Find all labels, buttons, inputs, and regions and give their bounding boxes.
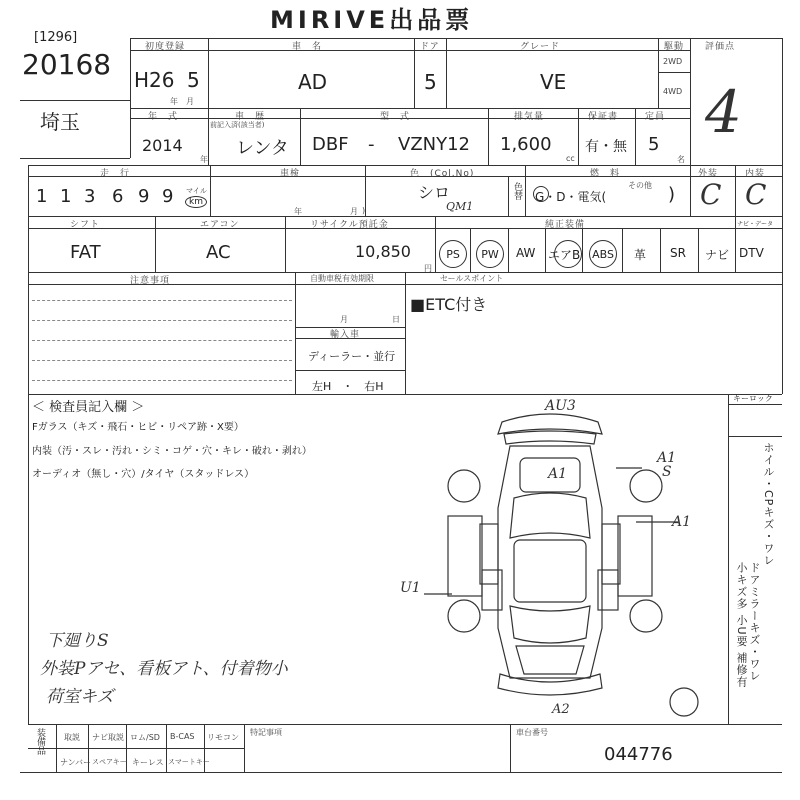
doors-label: ドア bbox=[420, 42, 440, 52]
tax-expiry-day: 日 bbox=[392, 315, 400, 324]
drive-label: 駆動 bbox=[664, 42, 685, 52]
car-name-label: 車 名 bbox=[292, 42, 323, 52]
grade-label: グレード bbox=[520, 42, 561, 52]
chassis-number: 044776 bbox=[604, 744, 673, 765]
aircon-value: AC bbox=[206, 242, 231, 263]
first-registration-label: 初度登録 bbox=[145, 42, 186, 52]
color-code: QM1 bbox=[446, 200, 474, 213]
sales-point: ■ETC付き bbox=[410, 295, 488, 314]
inspection-paren: ) bbox=[362, 206, 366, 215]
color-value: シロ bbox=[418, 183, 451, 202]
color-change-label: 色替 bbox=[512, 182, 522, 200]
mileage-label: 走 行 bbox=[100, 169, 131, 179]
shift-label: シフト bbox=[70, 220, 101, 230]
handwritten-note: 下廻りS bbox=[46, 631, 109, 651]
recycle-value: 10,850 bbox=[355, 242, 411, 261]
inspection-label: 車検 bbox=[280, 169, 301, 179]
warranty-label: 保証書 bbox=[588, 112, 619, 122]
mileage-digit: 6 bbox=[112, 186, 124, 207]
exterior-label: 外装 bbox=[698, 169, 719, 179]
equipment-sunroof: SR bbox=[670, 246, 686, 260]
equipment-items-label: 装備品 bbox=[35, 728, 45, 755]
sales-point-label: セールスポイント bbox=[440, 274, 504, 283]
history-value: レンタ bbox=[236, 138, 289, 159]
item-keyless: キーレス bbox=[132, 758, 164, 767]
damage-mark-roof: A1 bbox=[548, 466, 568, 482]
equipment-ps: PS bbox=[439, 240, 467, 268]
displacement-value: 1,600 bbox=[500, 134, 552, 155]
model-label: 型 式 bbox=[380, 112, 411, 122]
import-label: 輸入車 bbox=[330, 330, 361, 340]
capacity-unit: 名 bbox=[677, 155, 685, 164]
mileage-unit-km: km bbox=[185, 196, 207, 208]
damage-mark-right-rear-scratch: S bbox=[662, 464, 672, 480]
displacement-label: 排気量 bbox=[514, 112, 545, 122]
car-damage-diagram bbox=[420, 398, 720, 718]
mileage-digit: 3 bbox=[84, 186, 96, 207]
key-lock-label: キーロック bbox=[733, 394, 773, 403]
equipment-leather: 革 bbox=[634, 248, 647, 262]
side-note-mirror: ドアミラーキズ・ワレ bbox=[748, 562, 761, 682]
mileage-digit: 1 bbox=[60, 186, 72, 207]
inspector-line-windshield: Fガラス（キズ・飛石・ヒビ・リペア跡・X要） bbox=[32, 422, 244, 433]
fuel-label: 燃 料 bbox=[590, 169, 621, 179]
fuel-other-label: その他 bbox=[628, 181, 652, 190]
dealer-option: ディーラー・並行 bbox=[308, 350, 396, 363]
mileage-digit: 9 bbox=[138, 186, 150, 207]
item-navi-manual: ナビ取説 bbox=[92, 733, 124, 742]
model-year-suffix: 年 bbox=[200, 155, 208, 164]
caution-label: 注意事項 bbox=[130, 276, 171, 286]
model-code: VZNY12 bbox=[398, 134, 471, 155]
equipment-pw: PW bbox=[476, 240, 504, 268]
chassis-number-label: 車台番号 bbox=[516, 728, 548, 737]
model-dash: - bbox=[368, 134, 375, 155]
damage-mark-front: A2 bbox=[552, 702, 570, 717]
capacity-value: 5 bbox=[648, 134, 660, 155]
mileage-unit-mile: マイル bbox=[186, 187, 207, 195]
equipment-abs: ABS bbox=[589, 240, 617, 268]
remarks-label: 特記事項 bbox=[250, 728, 282, 737]
tax-expiry-label: 自動車税有効期限 bbox=[310, 274, 374, 283]
inspection-month-unit: 月 bbox=[350, 207, 358, 216]
damage-mark-right-side: A1 bbox=[672, 514, 692, 530]
displacement-unit: cc bbox=[566, 154, 575, 163]
grade-value: VE bbox=[540, 70, 567, 94]
inspector-heading: ＜ 検査員記入欄 ＞ bbox=[32, 400, 145, 415]
color-label: 色 (Col.No) bbox=[410, 169, 475, 179]
mileage-digit: 9 bbox=[162, 186, 174, 207]
score-label: 評価点 bbox=[705, 42, 736, 52]
history-note: 前記入済(該当者) bbox=[210, 121, 265, 129]
damage-mark-rear: AU3 bbox=[545, 398, 576, 414]
lot-code: [1296] bbox=[34, 30, 78, 45]
equipment-navi: ナビ bbox=[705, 248, 730, 262]
history-label: 車 歴 bbox=[235, 112, 266, 122]
fuel-close-paren: ) bbox=[668, 184, 676, 205]
fuel-options: G・D・電気( bbox=[535, 190, 607, 204]
equipment-dtv: DTV bbox=[739, 246, 764, 260]
mileage-digit: 1 bbox=[36, 186, 48, 207]
fuel-gasoline-circle bbox=[533, 186, 549, 202]
evaluation-score: 4 bbox=[705, 78, 742, 146]
equipment-airbag: エアB bbox=[548, 248, 581, 262]
car-name: AD bbox=[298, 70, 328, 94]
recycle-unit: 円 bbox=[424, 264, 432, 273]
option-label: ナビ・データ bbox=[737, 221, 774, 228]
first-reg-units: 年 月 bbox=[170, 97, 194, 106]
side-note-minor: 小キズ多 小U要 補修有 bbox=[735, 562, 748, 689]
inspection-year-unit: 年 bbox=[294, 207, 302, 216]
shift-value: FAT bbox=[70, 242, 101, 263]
handwritten-note: 外装Pアセ、看板アト、付着物小 bbox=[40, 659, 288, 679]
model-year: 2014 bbox=[142, 136, 183, 155]
item-remote: リモコン bbox=[207, 733, 239, 742]
document-title: MIRIVE出品票 bbox=[270, 6, 474, 34]
equipment-airbag-circle bbox=[554, 240, 582, 268]
handwritten-note: 荷室キズ bbox=[46, 687, 114, 707]
interior-grade: C bbox=[745, 178, 767, 211]
equipment-aw: AW bbox=[516, 246, 536, 260]
first-reg-month: 5 bbox=[187, 68, 200, 92]
capacity-label: 定員 bbox=[645, 112, 666, 122]
doors-value: 5 bbox=[424, 70, 437, 94]
steering-option: 左H ・ 右H bbox=[312, 380, 384, 393]
equipment-label: 純正装備 bbox=[545, 220, 586, 230]
aircon-label: エアコン bbox=[200, 220, 240, 230]
item-bcas: B-CAS bbox=[170, 732, 195, 741]
side-note-wheel: ホイル・CPキズ・ワレ bbox=[762, 442, 775, 567]
tax-expiry-month: 月 bbox=[340, 315, 348, 324]
inspector-line-interior: 内装（汚・スレ・汚れ・シミ・コゲ・穴・キレ・破れ・剥れ） bbox=[32, 446, 312, 457]
warranty-value: 有・無 bbox=[585, 139, 627, 155]
item-manual: 取説 bbox=[64, 733, 80, 742]
prefecture: 埼玉 bbox=[40, 110, 80, 134]
drive-2wd: 2WD bbox=[663, 57, 683, 66]
item-spare-key: スペアキー bbox=[92, 758, 127, 766]
item-smart-key: スマートキー bbox=[168, 758, 210, 766]
interior-label: 内装 bbox=[745, 169, 766, 179]
recycle-label: リサイクル預託金 bbox=[310, 220, 389, 230]
exterior-grade: C bbox=[700, 178, 722, 211]
model-year-label: 年 式 bbox=[148, 112, 179, 122]
damage-mark-left-side: U1 bbox=[400, 580, 421, 596]
item-number-plate: ナンバー bbox=[60, 758, 92, 767]
lot-number: 20168 bbox=[22, 48, 112, 81]
item-rom-sd: ロム/SD bbox=[130, 733, 160, 742]
damage-mark-right-rear: A1 bbox=[657, 450, 677, 466]
inspector-line-audio-tire: オーディオ（無し・穴）/タイヤ（スタッドレス） bbox=[32, 469, 255, 480]
drive-4wd: 4WD bbox=[663, 87, 683, 96]
first-reg-era: H26 bbox=[134, 68, 175, 92]
model-prefix: DBF bbox=[312, 134, 349, 155]
